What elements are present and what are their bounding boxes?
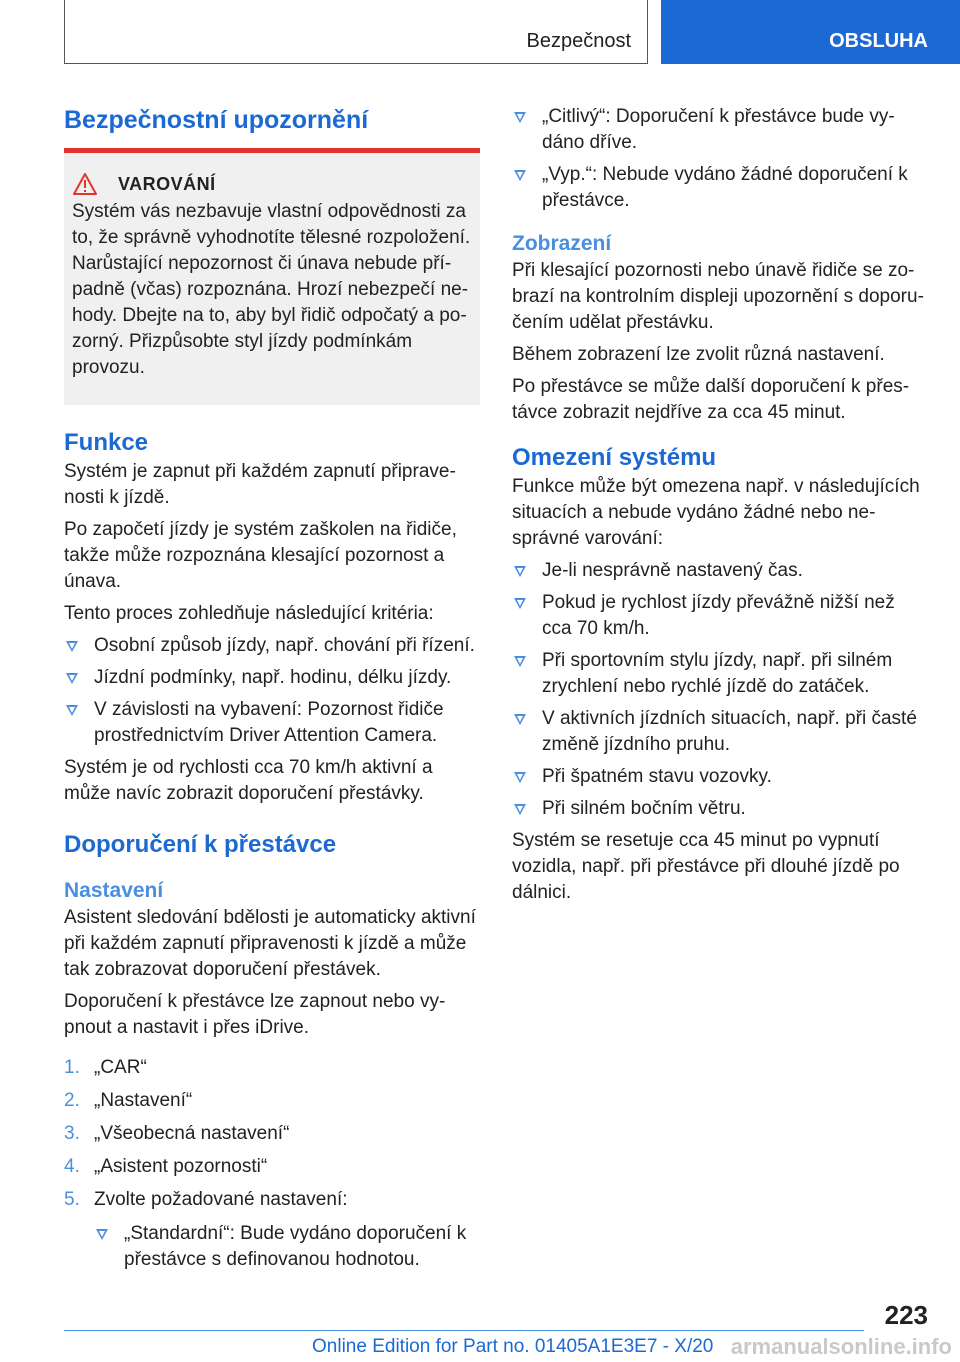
triangle-bullet-icon: [514, 772, 526, 783]
step-item: 2. „Nastavení“: [64, 1090, 193, 1111]
settings-steps: [64, 1055, 480, 1273]
safety-notice-title: Bezpečnostní upozornění: [64, 106, 369, 134]
list-item: V závislosti na vybavení: Pozornost řidiče prostřednictvím Driver Attention Camera.: [64, 697, 480, 749]
limits-paragraph-2: Systém se resetuje cca 45 minut po vypnutí vozidla, např. při přestávce při dlouhé jízdě po dálnici.: [512, 830, 900, 903]
list-item: Při špatném stavu vozovky.: [512, 764, 928, 790]
list-item: Při silném bočním větru.: [512, 796, 928, 822]
funkce-paragraph-3: Tento proces zohledňuje následující kritéria:: [64, 603, 434, 624]
triangle-bullet-icon: [514, 656, 526, 667]
left-column: [64, 104, 480, 1280]
funkce-heading: Funkce: [64, 429, 149, 456]
criteria-list: [64, 633, 480, 749]
funkce-paragraph-4: Systém je od rychlosti cca 70 km/h aktivní a může navíc zobrazit doporučení přestávky.: [64, 757, 433, 804]
triangle-bullet-icon: [514, 804, 526, 815]
list-item: Při sportovním stylu jízdy, např. při silném zrychlení nebo rychlé jízdě do zatáček.: [512, 648, 928, 700]
limits-list: [512, 558, 928, 822]
list-item: Osobní způsob jízdy, např. chování při řízení.: [64, 633, 480, 659]
triangle-bullet-icon: [514, 112, 526, 123]
break-recommendation-heading: Doporučení k přestávce: [64, 831, 337, 858]
step-item: 3. „Všeobecná nastavení“: [64, 1123, 290, 1144]
step-5-options: [94, 1221, 480, 1273]
header-section-title: Bezpečnost: [526, 30, 631, 52]
triangle-bullet-icon: [514, 714, 526, 725]
funkce-paragraph-1: Systém je zapnut při každém zapnutí připravenosti k jízdě.: [64, 461, 456, 508]
warning-title: VAROVÁNÍ: [118, 174, 216, 194]
header-tab-label: OBSLUHA: [829, 30, 928, 52]
list-item: V aktivních jízdních situacích, např. při časté změně jízdního pruhu.: [512, 706, 928, 758]
watermark: armanualsonline.info: [730, 1334, 952, 1359]
warning-triangle-icon: [72, 171, 112, 197]
settings-subheading: Nastavení: [64, 879, 164, 902]
display-paragraph-2: Během zobrazení lze zvolit různá nastavení.: [512, 344, 885, 365]
footer-divider: [64, 1330, 864, 1331]
step-5-options-continued: [512, 104, 928, 214]
triangle-bullet-icon: [66, 641, 78, 652]
header-tab-obsluha[interactable]: [661, 0, 960, 64]
settings-paragraph-2: Doporučení k přestávce lze zapnout nebo vypnout a nastavit i přes iDrive.: [64, 991, 446, 1038]
list-item: „Vyp.“: Nebude vydáno žádné doporučení k přestávce.: [512, 162, 928, 214]
system-limits-heading: Omezení systému: [512, 444, 717, 471]
warning-header: [72, 171, 472, 197]
display-paragraph-3: Po přestávce se může další doporučení k přestávce zobrazit nejdříve za cca 45 minut.: [512, 376, 910, 423]
settings-paragraph-1: Asistent sledování bdělosti je automaticky aktivní při každém zapnutí připravenosti k jízdě a může tak zobrazovat doporučení přestávek.: [64, 907, 476, 980]
display-paragraph-1: Při klesající pozornosti nebo únavě řidiče se zobrazí na kontrolním displeji upozornění s doporučením udělat přestávku.: [512, 260, 924, 333]
display-subheading: Zobrazení: [512, 232, 612, 255]
step-item: 1. „CAR“: [64, 1057, 147, 1078]
triangle-bullet-icon: [514, 598, 526, 609]
list-item: Jízdní podmínky, např. hodinu, délku jízdy.: [64, 665, 480, 691]
page-number: 223: [884, 1300, 928, 1330]
header-section-box: [64, 0, 648, 64]
edition-footer: Online Edition for Part no. 01405A1E3E7 - X/20: [312, 1336, 714, 1357]
triangle-bullet-icon: [96, 1229, 108, 1240]
right-column: [512, 104, 928, 912]
list-item: „Citlivý“: Doporučení k přestávce bude vydáno dříve.: [512, 104, 928, 156]
list-item: „Standardní“: Bude vydáno doporučení k přestávce s definovanou hodnotou.: [94, 1221, 480, 1273]
funkce-paragraph-2: Po započetí jízdy je systém zaškolen na řidiče, takže může rozpoznána klesající pozornost a únava.: [64, 519, 457, 592]
limits-paragraph-1: Funkce může být omezena např. v následujících situacích a nebude vydáno žádné nebo nesprávné varování:: [512, 476, 920, 549]
triangle-bullet-icon: [514, 170, 526, 181]
triangle-bullet-icon: [66, 673, 78, 684]
triangle-bullet-icon: [514, 566, 526, 577]
list-item: Je-li nesprávně nastavený čas.: [512, 558, 928, 584]
step-item: 4. „Asistent pozornosti“: [64, 1156, 268, 1177]
triangle-bullet-icon: [66, 705, 78, 716]
warning-box: [64, 148, 480, 405]
warning-text: Systém vás nezbavuje vlastní odpovědnosti za to, že správně vyhodnotíte tělesné rozpoložení. Narůstající nepozornost či únava nebude případně (včas) rozpoznána. Hrozí nebezpečí nehody. Dbejte na to, aby byl řidič odpočatý a pozorný. Přizpůsobte styl jízdy podmínkám provozu.: [72, 201, 471, 378]
list-item: Pokud je rychlost jízdy převážně nižší než cca 70 km/h.: [512, 590, 928, 642]
step-item: 5. Zvolte požadované nastavení: „Standardní“: Bude vydáno doporučení k přestávce s definovanou hodnotou.: [64, 1187, 480, 1273]
